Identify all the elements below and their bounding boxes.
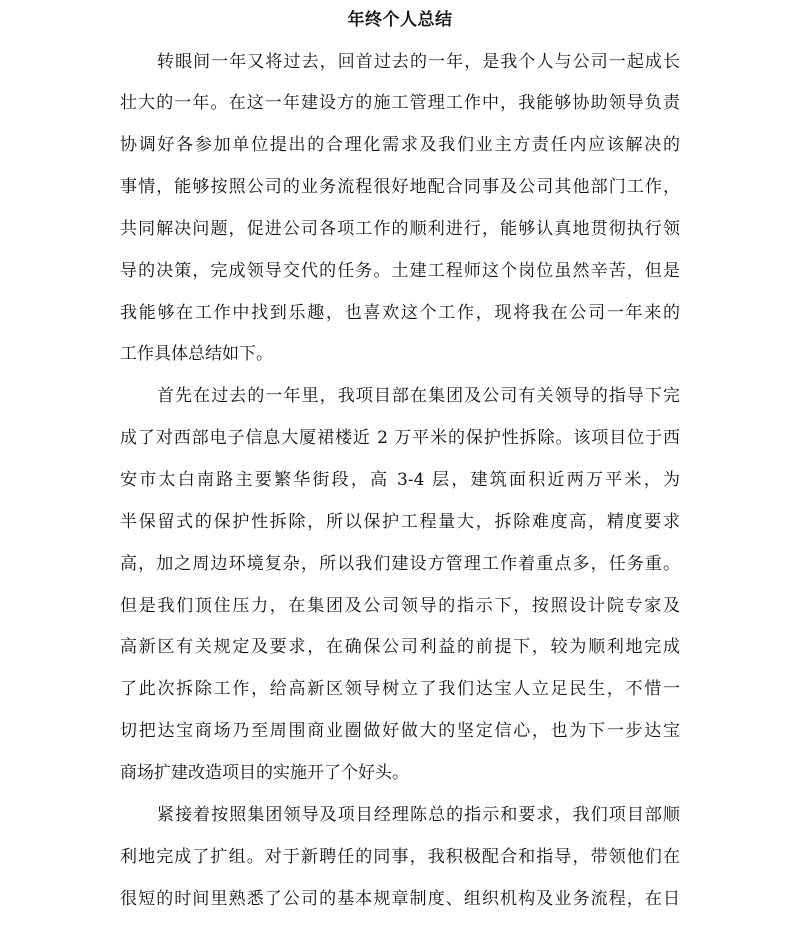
paragraph-1-line-8: 工作具体总结如下。 <box>120 344 273 364</box>
paragraph-3-line-2: 利地完成了扩组。对于新聘任的同事，我积极配合和指导，带领他们在 <box>120 847 680 867</box>
paragraph-2-line-5: 高，加之周边环境复杂，所以我们建设方管理工作着重点多，任务重。 <box>120 554 680 574</box>
paragraph-1-line-4: 事情，能够按照公司的业务流程很好地配合同事及公司其他部门工作， <box>120 177 680 197</box>
paragraph-3-line-3: 很短的时间里熟悉了公司的基本规章制度、组织机构及业务流程，在日 <box>120 889 680 909</box>
paragraph-2-line-7: 高新区有关规定及要求，在确保公司利益的前提下，较为顺利地完成 <box>120 637 680 657</box>
document-title: 年终个人总结 <box>347 10 453 30</box>
paragraph-2-line-3: 安市太白南路主要繁华街段，高 3-4 层，建筑面积近两万平米，为 <box>120 470 680 490</box>
paragraph-1-line-5: 共同解决问题，促进公司各项工作的顺利进行，能够认真地贯彻执行领 <box>120 219 680 239</box>
paragraph-2-line-9: 切把达宝商场乃至周围商业圈做好做大的坚定信心，也为下一步达宝 <box>120 721 680 741</box>
paragraph-1-line-1: 转眼间一年又将过去，回首过去的一年，是我个人与公司一起成长 <box>157 52 680 72</box>
paragraph-1-line-7: 我能够在工作中找到乐趣，也喜欢这个工作，现将我在公司一年来的 <box>120 303 680 323</box>
paragraph-2-line-2: 成了对西部电子信息大厦裙楼近 2 万平米的保护性拆除。该项目位于西 <box>120 428 680 448</box>
paragraph-2-line-8: 了此次拆除工作，给高新区领导树立了我们达宝人立足民生，不惜一 <box>120 679 680 699</box>
paragraph-2-line-6: 但是我们顶住压力，在集团及公司领导的指示下，按照设计院专家及 <box>120 596 680 616</box>
paragraph-1-line-2: 壮大的一年。在这一年建设方的施工管理工作中，我能够协助领导负责 <box>120 93 680 113</box>
paragraph-2-line-1: 首先在过去的一年里，我项目部在集团及公司有关领导的指导下完 <box>157 386 680 406</box>
paragraph-1-line-3: 协调好各参加单位提出的合理化需求及我们业主方责任内应该解决的 <box>120 135 680 155</box>
paragraph-3-line-1: 紧接着按照集团领导及项目经理陈总的指示和要求，我们项目部顺 <box>157 805 680 825</box>
paragraph-2-line-4: 半保留式的保护性拆除，所以保护工程量大，拆除难度高，精度要求 <box>120 512 680 532</box>
paragraph-2-line-10: 商场扩建改造项目的实施开了个好头。 <box>120 763 409 783</box>
paragraph-1-line-6: 导的决策，完成领导交代的任务。土建工程师这个岗位虽然辛苦，但是 <box>120 261 680 281</box>
